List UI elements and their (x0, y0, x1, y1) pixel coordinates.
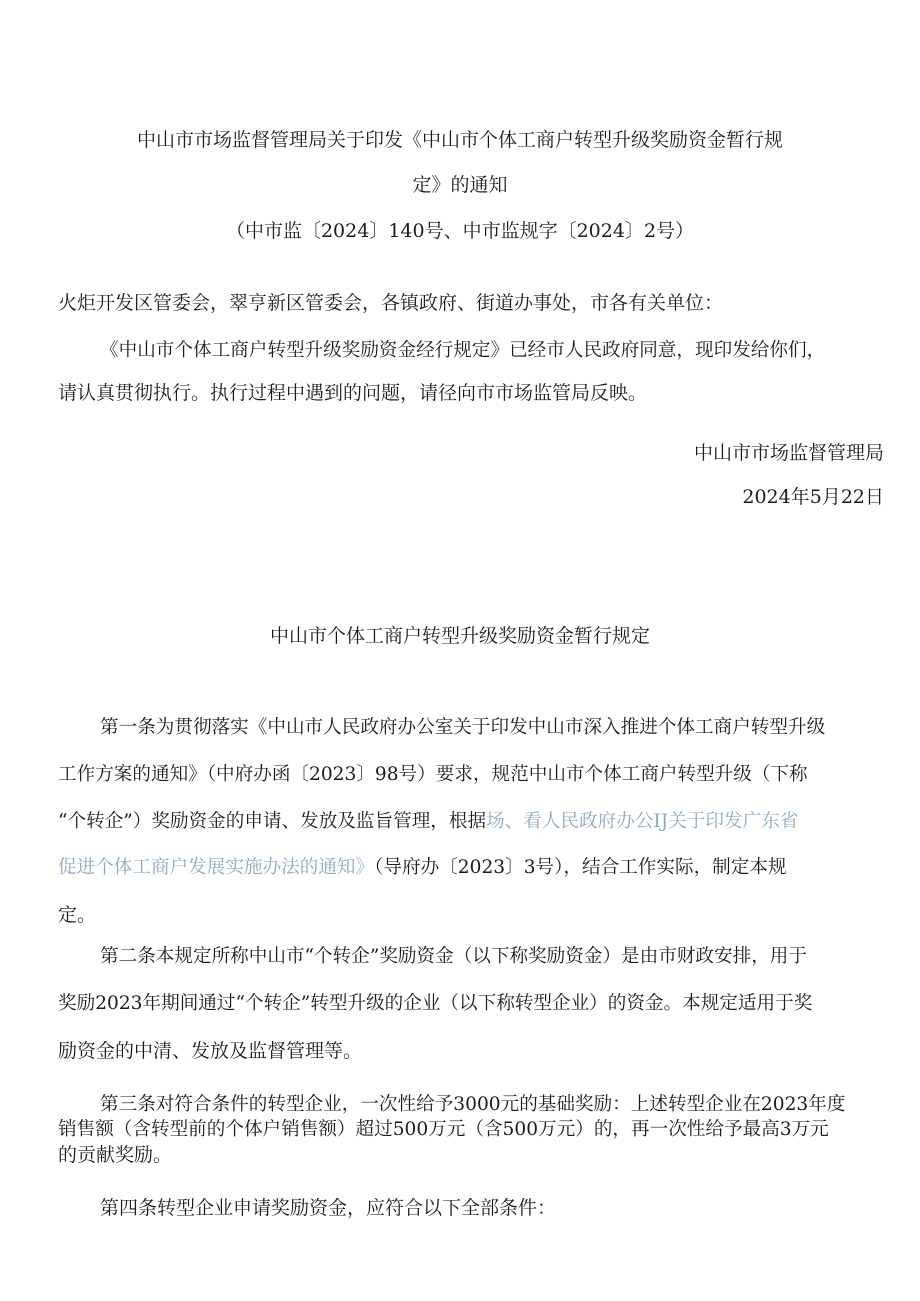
notice-addressee: 火炬开发区管委会，翠亨新区管委会，各镇政府、街道办事处，市各有关单位： (58, 292, 724, 314)
article2-line3: 励资金的中清、发放及监督管理等。 (58, 1040, 363, 1062)
notice-date: 2024年5月22日 (742, 486, 884, 508)
article2-line1: 第二条本规定所称中山市“个转企”奖励资金（以下称奖励资金）是由市财政安排，用于 (100, 946, 807, 967)
article1-line3 (58, 810, 798, 834)
article1-line3-text: “个转企”）奖励资金的申请、发放及监旨管理，根据 (58, 811, 487, 832)
article4-line1: 第四条转型企业申请奖励资金，应符合以下全部条件： (100, 1197, 557, 1219)
notice-body-line2: 请认真贯彻执行。执行过程中遇到的问题，请径向市市场监管局反映。 (58, 382, 648, 404)
article1-line4-text: （导府办〔2023〕3号），结合工作实际，制定本规 (374, 857, 787, 878)
notice-title-line1: 中山市市场监督管理局关于印发《中山市个体工商户转型升级奖励资金暂行规 (136, 129, 783, 151)
notice-issuer: 中山市市场监督管理局 (693, 442, 884, 464)
cited-document-link-start[interactable]: 场、看人民政府办公IJ关于印发广东省 (486, 811, 799, 832)
article1-line1: 第一条为贯彻落实《中山市人民政府办公室关于印发中山市深入推进个体工商户转型升级 (100, 717, 826, 738)
article1-line5: 定。 (58, 904, 97, 926)
cited-document-link-end[interactable]: 促进个体工商户发展实施办法的通知》 (58, 857, 375, 878)
article3-line2: 销售额（含转型前的个体户销售额）超过500万元（含500万元）的，再一次性给予最高3万元 (58, 1119, 829, 1140)
regulation-title: 中山市个体工商户转型升级奖励资金暂行规定 (269, 625, 650, 647)
article1-line4 (58, 856, 787, 880)
article2-line2: 奖励2023年期间通过“个转企”转型升级的企业（以下称转型企业）的资金。本规定适用于奖 (58, 993, 813, 1014)
notice-doc-number: （中市监〔2024〕140号、中市监规字〔2024〕2号） (225, 220, 695, 242)
notice-title-line2: 定》的通知 (412, 174, 508, 196)
article3-line3: 的贡献奖励。 (58, 1144, 173, 1166)
article3-line1: 第三条对符合条件的转型企业，一次性给予3000元的基础奖励：上述转型企业在2023年度 (100, 1094, 846, 1115)
notice-body-line1: 《中山市个体工商户转型升级奖励资金经行规定》已经市人民政府同意，现印发给你们， (100, 340, 826, 361)
article1-line2: 工作方案的通知》（中府办函〔2023〕98号）要求，规范中山市个体工商户转型升级（下称 (58, 764, 808, 785)
